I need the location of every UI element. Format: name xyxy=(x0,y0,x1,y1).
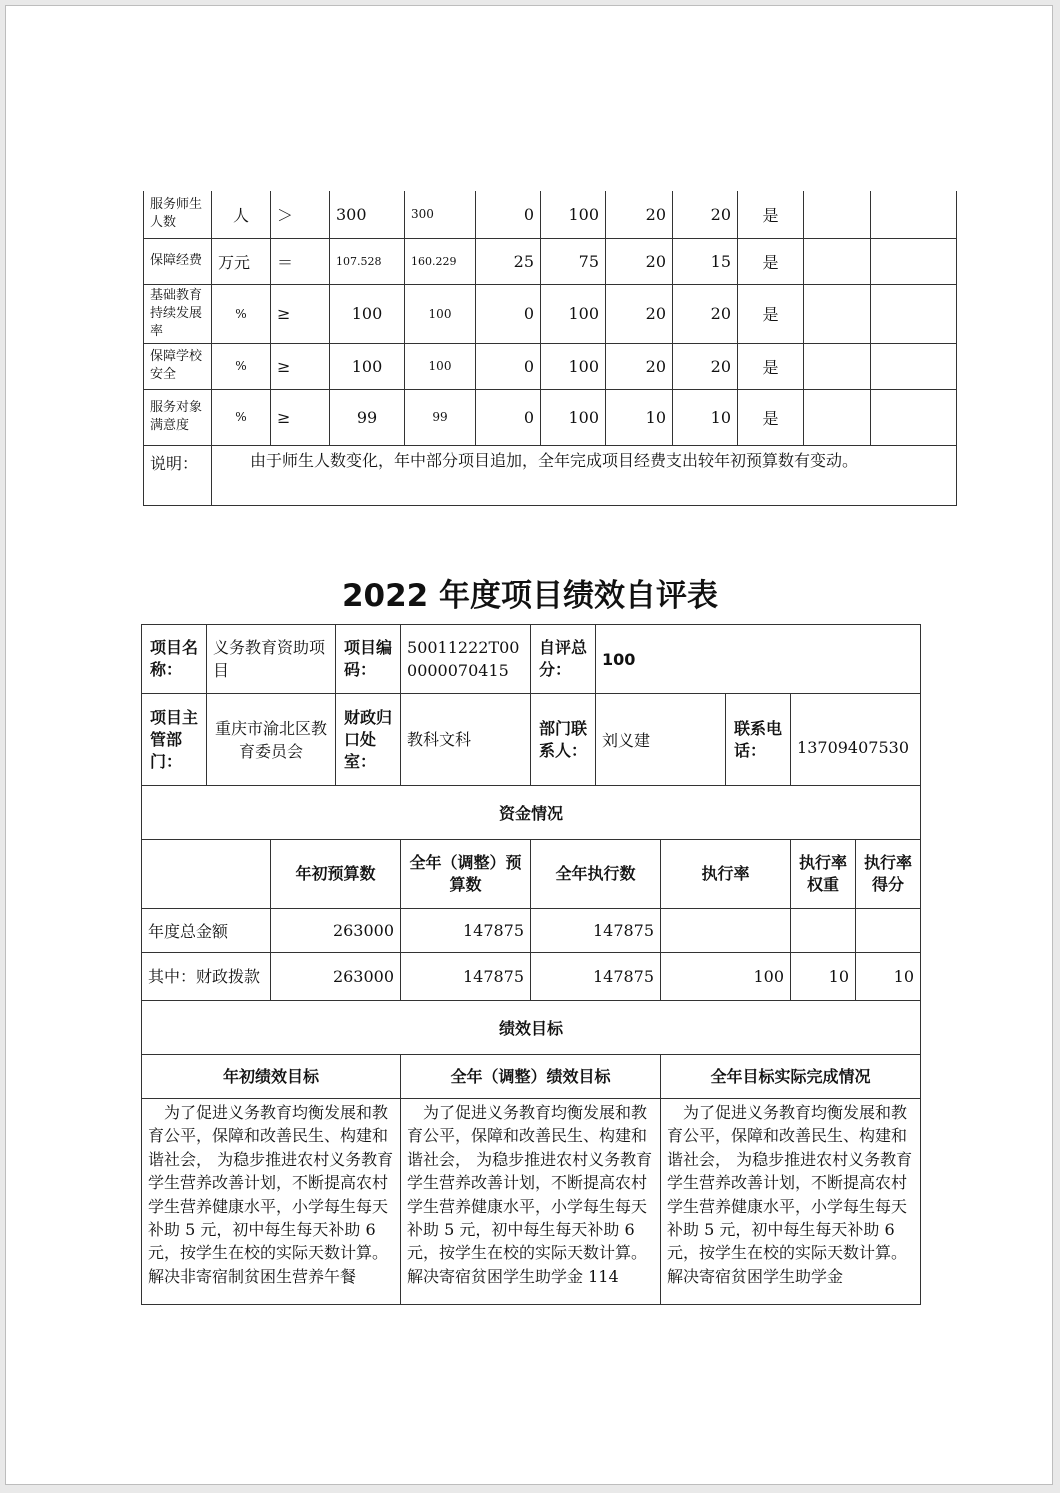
indicator-blank xyxy=(871,343,957,389)
note-row xyxy=(144,445,957,505)
indicator-blank xyxy=(871,389,957,445)
indicator-deviation: 25 xyxy=(476,238,541,284)
indicator-row xyxy=(144,191,957,238)
total-score: 100 xyxy=(596,625,921,694)
goals-section-row xyxy=(142,1001,921,1055)
document-page xyxy=(5,5,1053,1485)
goal-text-adjusted: 为了促进义务教育均衡发展和教育公平，保障和改善民生、构建和谐社会， 为稳步推进农村义务教育学生营养改善计划，不断提高农村学生营养健康水平，小学每生每天补助 5 元，初中每生每天补助 6 元，按学生在校的实际天数计算。解决寄宿贫困学生助学金 114 xyxy=(401,1099,661,1305)
indicator-weight: 10 xyxy=(606,389,673,445)
indicator-blank xyxy=(871,238,957,284)
funds-score xyxy=(856,909,921,953)
contact-name: 刘义建 xyxy=(596,694,726,786)
note-text: 由于师生人数变化，年中部分项目追加，全年完成项目经费支出较年初预算数有变动。 xyxy=(212,445,957,505)
indicator-name: 服务对象满意度 xyxy=(144,389,212,445)
indicator-name: 基础教育持续发展率 xyxy=(144,284,212,343)
goals-header: 年初绩效目标 xyxy=(142,1055,401,1099)
page-title: 2022 年度项目绩效自评表 xyxy=(341,578,719,614)
funds-row-label: 其中：财政拨款 xyxy=(142,953,271,1001)
indicator-name: 服务师生人数 xyxy=(144,191,212,238)
indicator-score: 10 xyxy=(673,389,738,445)
project-name: 义务教育资助项目 xyxy=(207,625,336,694)
goals-section-title: 绩效目标 xyxy=(142,1001,921,1055)
funds-weight: 10 xyxy=(791,953,856,1001)
funds-executed: 147875 xyxy=(531,953,661,1001)
indicator-blank xyxy=(804,191,871,238)
indicator-completion: 100 xyxy=(541,284,606,343)
goals-header: 全年目标实际完成情况 xyxy=(661,1055,921,1099)
funds-adjusted: 147875 xyxy=(401,953,531,1001)
indicator-row xyxy=(144,238,957,284)
indicator-target: 99 xyxy=(330,389,405,445)
funds-header: 全年（调整）预算数 xyxy=(401,840,531,909)
indicator-weight: 20 xyxy=(606,284,673,343)
indicator-target: 100 xyxy=(330,343,405,389)
indicator-blank xyxy=(804,343,871,389)
phone-label: 联系电话： xyxy=(726,694,791,786)
indicator-score: 20 xyxy=(673,191,738,238)
goals-text-row xyxy=(142,1099,921,1305)
funds-row xyxy=(142,909,921,953)
indicator-unit: % xyxy=(212,389,271,445)
indicator-score: 20 xyxy=(673,343,738,389)
indicator-actual: 300 xyxy=(405,191,476,238)
funds-header-row xyxy=(142,840,921,909)
funds-header: 全年执行数 xyxy=(531,840,661,909)
funds-row-label: 年度总金额 xyxy=(142,909,271,953)
funds-header-blank xyxy=(142,840,271,909)
indicator-target: 107.528 xyxy=(330,238,405,284)
contact-label: 部门联系人： xyxy=(531,694,596,786)
funds-header: 执行率得分 xyxy=(856,840,921,909)
indicator-operator: ＞ xyxy=(271,191,330,238)
funds-budget: 263000 xyxy=(271,909,401,953)
funds-adjusted: 147875 xyxy=(401,909,531,953)
office-name: 教科文科 xyxy=(401,694,531,786)
indicator-actual: 100 xyxy=(405,343,476,389)
indicator-score: 15 xyxy=(673,238,738,284)
indicator-operator: ≥ xyxy=(271,343,330,389)
funds-header: 执行率权重 xyxy=(791,840,856,909)
office-label: 财政归口处室： xyxy=(336,694,401,786)
indicator-target: 100 xyxy=(330,284,405,343)
indicator-actual: 100 xyxy=(405,284,476,343)
funds-rate: 100 xyxy=(661,953,791,1001)
project-code-label: 项目编码： xyxy=(336,625,401,694)
funds-budget: 263000 xyxy=(271,953,401,1001)
funds-executed: 147875 xyxy=(531,909,661,953)
indicator-deviation: 0 xyxy=(476,343,541,389)
indicator-blank xyxy=(804,238,871,284)
indicator-deviation: 0 xyxy=(476,284,541,343)
funds-header: 执行率 xyxy=(661,840,791,909)
dept-label: 项目主管部门： xyxy=(142,694,207,786)
indicator-blank xyxy=(804,284,871,343)
indicator-completion: 100 xyxy=(541,343,606,389)
indicator-completion: 100 xyxy=(541,389,606,445)
indicator-unit: 人 xyxy=(212,191,271,238)
goal-text-initial: 为了促进义务教育均衡发展和教育公平，保障和改善民生、构建和谐社会， 为稳步推进农村义务教育学生营养改善计划，不断提高农村学生营养健康水平，小学每生每天补助 5 元，初中每生每天补助 6 元，按学生在校的实际天数计算。解决非寄宿制贫困生营养午餐 xyxy=(142,1099,401,1305)
indicator-completion: 100 xyxy=(541,191,606,238)
funds-rate xyxy=(661,909,791,953)
funds-score: 10 xyxy=(856,953,921,1001)
project-row-2 xyxy=(142,694,921,786)
indicator-operator: ≥ xyxy=(271,284,330,343)
goal-text-actual: 为了促进义务教育均衡发展和教育公平，保障和改善民生、构建和谐社会， 为稳步推进农村义务教育学生营养改善计划，不断提高农村学生营养健康水平，小学每生每天补助 5 元，初中每生每天补助 6 元，按学生在校的实际天数计算。解决寄宿贫困学生助学金 xyxy=(661,1099,921,1305)
indicator-deviation: 0 xyxy=(476,389,541,445)
indicator-operator: ＝ xyxy=(271,238,330,284)
score-label: 自评总分： xyxy=(531,625,596,694)
indicator-unit: % xyxy=(212,284,271,343)
indicator-achieved: 是 xyxy=(738,284,804,343)
project-row-1 xyxy=(142,625,921,694)
indicator-achieved: 是 xyxy=(738,238,804,284)
note-label: 说明： xyxy=(144,445,212,505)
indicator-name: 保障学校安全 xyxy=(144,343,212,389)
indicator-row xyxy=(144,389,957,445)
evaluation-table xyxy=(141,624,921,1305)
goals-header-row xyxy=(142,1055,921,1099)
indicator-unit: 万元 xyxy=(212,238,271,284)
indicator-weight: 20 xyxy=(606,343,673,389)
indicator-actual: 99 xyxy=(405,389,476,445)
funds-header: 年初预算数 xyxy=(271,840,401,909)
indicator-table xyxy=(143,191,957,506)
indicator-actual: 160.229 xyxy=(405,238,476,284)
project-name-label: 项目名称： xyxy=(142,625,207,694)
indicator-achieved: 是 xyxy=(738,389,804,445)
indicator-target: 300 xyxy=(330,191,405,238)
indicator-operator: ≥ xyxy=(271,389,330,445)
indicator-weight: 20 xyxy=(606,238,673,284)
goals-header: 全年（调整）绩效目标 xyxy=(401,1055,661,1099)
indicator-score: 20 xyxy=(673,284,738,343)
funds-weight xyxy=(791,909,856,953)
indicator-row xyxy=(144,343,957,389)
phone-number: 13709407530 xyxy=(791,694,921,786)
indicator-completion: 75 xyxy=(541,238,606,284)
project-code: 50011222T000000070415 xyxy=(401,625,531,694)
indicator-unit: % xyxy=(212,343,271,389)
funds-section-title: 资金情况 xyxy=(142,786,921,840)
funds-row xyxy=(142,953,921,1001)
dept-name: 重庆市渝北区教育委员会 xyxy=(207,694,336,786)
indicator-achieved: 是 xyxy=(738,343,804,389)
indicator-blank xyxy=(871,284,957,343)
indicator-name: 保障经费 xyxy=(144,238,212,284)
indicator-achieved: 是 xyxy=(738,191,804,238)
indicator-blank xyxy=(804,389,871,445)
indicator-weight: 20 xyxy=(606,191,673,238)
indicator-blank xyxy=(871,191,957,238)
indicator-row xyxy=(144,284,957,343)
indicator-deviation: 0 xyxy=(476,191,541,238)
funds-section-row xyxy=(142,786,921,840)
